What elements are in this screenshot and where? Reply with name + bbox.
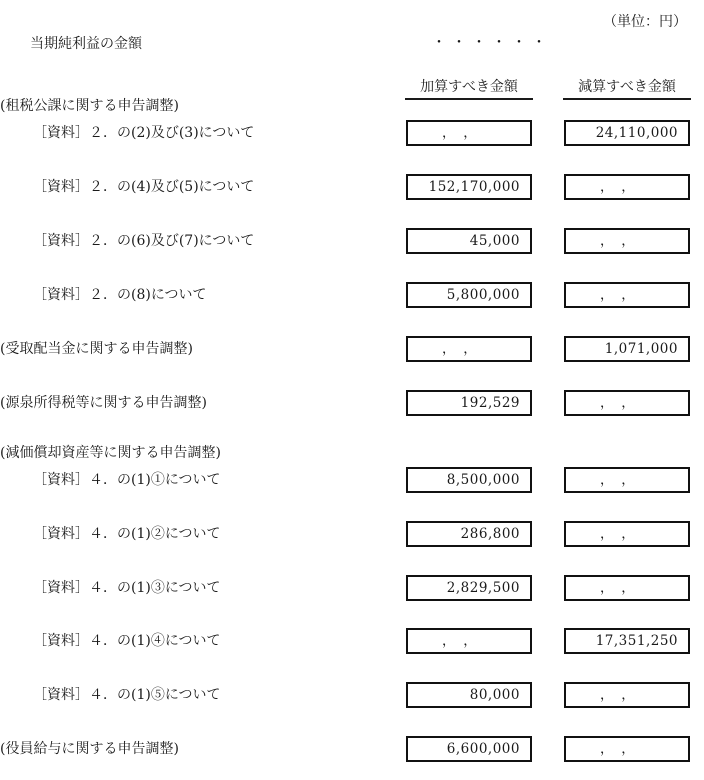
- add-amount-box[interactable]: 45,000: [406, 228, 532, 254]
- net-income-value: ・・・・・・: [432, 35, 552, 51]
- section-heading-depreciation: (減価償却資産等に関する申告調整): [0, 445, 221, 461]
- add-amount-box[interactable]: 2,829,500: [406, 575, 532, 601]
- row-label: ［資料］２．の(4)及び(5)について: [33, 179, 255, 195]
- subtract-column-header: 減算すべき金額: [563, 80, 691, 100]
- row-label: ［資料］４．の(1)②について: [33, 526, 221, 542]
- section-heading-dividends: (受取配当金に関する申告調整): [0, 341, 193, 357]
- section-heading-officer-pay: (役員給与に関する申告調整): [0, 741, 179, 757]
- row-label: ［資料］４．の(1)③について: [33, 580, 221, 596]
- add-amount-box[interactable]: 192,529: [406, 390, 532, 416]
- row-label: ［資料］２．の(8)について: [33, 287, 207, 303]
- row-label: ［資料］４．の(1)④について: [33, 633, 221, 649]
- subtract-amount-box[interactable]: ， ，: [564, 467, 690, 493]
- add-amount-box[interactable]: ， ，: [406, 628, 532, 654]
- add-amount-box[interactable]: 5,800,000: [406, 282, 532, 308]
- add-amount-box[interactable]: 152,170,000: [406, 174, 532, 200]
- subtract-amount-box[interactable]: ， ，: [564, 228, 690, 254]
- row-label: ［資料］４．の(1)⑤について: [33, 687, 221, 703]
- subtract-amount-box[interactable]: 24,110,000: [564, 120, 690, 146]
- add-amount-box[interactable]: ， ，: [406, 120, 532, 146]
- section-heading-withholding: (源泉所得税等に関する申告調整): [0, 395, 207, 411]
- subtract-amount-box[interactable]: ， ，: [564, 736, 690, 762]
- subtract-amount-box[interactable]: 17,351,250: [564, 628, 690, 654]
- row-label: ［資料］４．の(1)①について: [33, 472, 221, 488]
- section-heading-taxes: (租税公課に関する申告調整): [0, 98, 179, 114]
- add-amount-box[interactable]: ， ，: [406, 336, 532, 362]
- subtract-amount-box[interactable]: 1,071,000: [564, 336, 690, 362]
- add-column-header: 加算すべき金額: [405, 80, 533, 100]
- subtract-amount-box[interactable]: ， ，: [564, 521, 690, 547]
- subtract-amount-box[interactable]: ， ，: [564, 282, 690, 308]
- add-amount-box[interactable]: 6,600,000: [406, 736, 532, 762]
- subtract-amount-box[interactable]: ， ，: [564, 682, 690, 708]
- add-amount-box[interactable]: 80,000: [406, 682, 532, 708]
- row-label: ［資料］２．の(2)及び(3)について: [33, 125, 255, 141]
- net-income-label: 当期純利益の金額: [30, 36, 142, 52]
- unit-note: （単位：円）: [603, 14, 687, 30]
- add-amount-box[interactable]: 286,800: [406, 521, 532, 547]
- subtract-amount-box[interactable]: ， ，: [564, 390, 690, 416]
- add-amount-box[interactable]: 8,500,000: [406, 467, 532, 493]
- subtract-amount-box[interactable]: ， ，: [564, 174, 690, 200]
- row-label: ［資料］２．の(6)及び(7)について: [33, 233, 255, 249]
- subtract-amount-box[interactable]: ， ，: [564, 575, 690, 601]
